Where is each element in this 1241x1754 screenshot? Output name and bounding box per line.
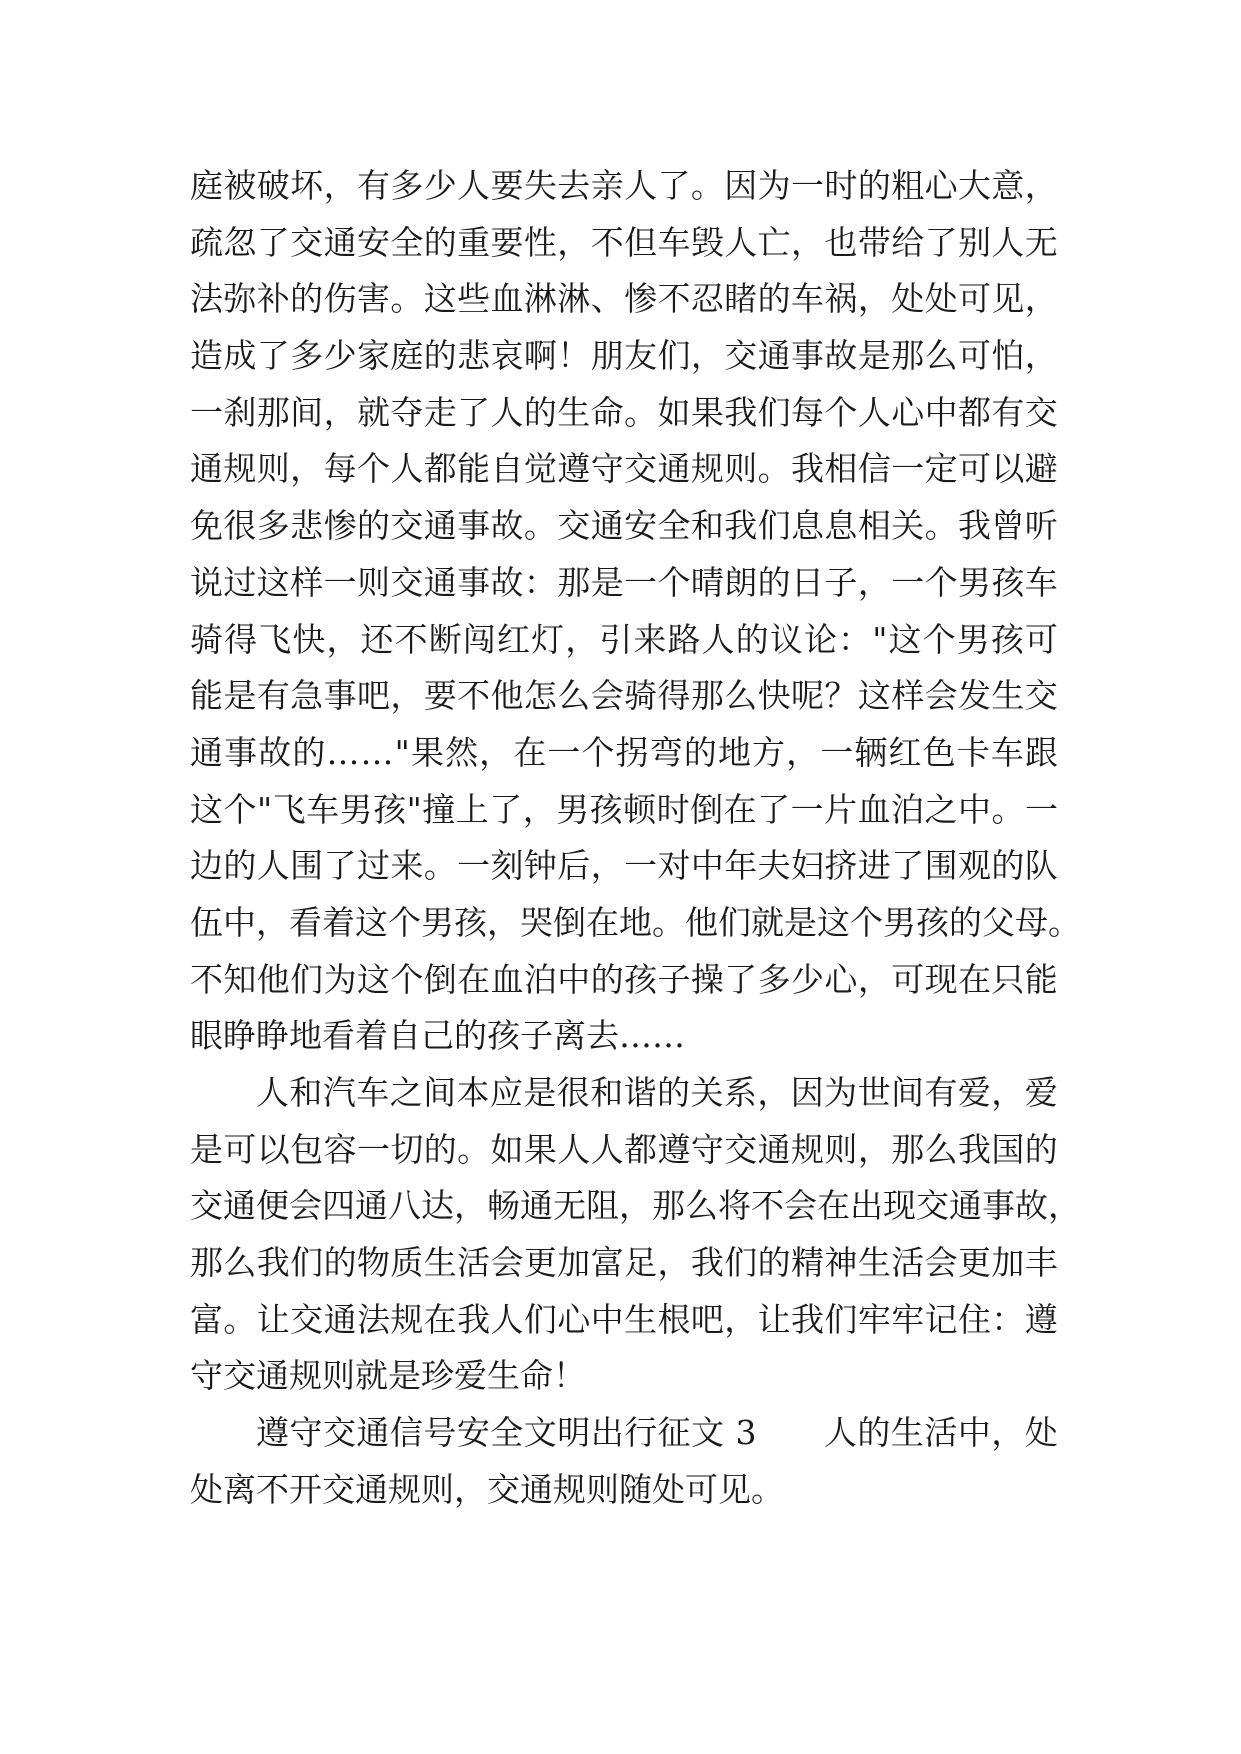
body-text (190, 158, 1081, 1519)
text-line: 骑 得 飞 快 ， 还 不 断 闯 红 灯 ， 引 来 路 人 的 议 论 ： " 这 个 男 孩 可 (190, 619, 1058, 659)
text-line: 伍 中 ， 看 着 这 个 男 孩 ， 哭 倒 在 地 。 他 们 就 是 这 个 男 孩 的 父 母 。 (190, 902, 1081, 942)
text-line: 法 弥 补 的 伤 害 。 这 些 血 淋 淋 、 惨 不 忍 睹 的 车 祸 ， 处 处 可 见 ， (190, 279, 1058, 319)
text-line: 遵 守 交 通 信 号 安 全 文 明 出 行 征 文 3 人 的 生 活 中 ， 处 (256, 1413, 1058, 1453)
text-line: 富 。 让 交 通 法 规 在 我 人 们 心 中 生 根 吧 ， 让 我 们 牢 牢 记 住 ： 遵 (190, 1299, 1058, 1339)
text-line: 处离不开交通规则，交通规则随处可见。 (190, 1469, 784, 1509)
text-line: 庭 被 破 坏 ， 有 多 少 人 要 失 去 亲 人 了 。 因 为 一 时 的 粗 心 大 意 ， (190, 166, 1058, 205)
text-line: 能 是 有 急 事 吧 ， 要 不 他 怎 么 会 骑 得 那 么 快 呢 ？ 这 样 会 发 生 交 (190, 676, 1058, 716)
text-line: 一 刹 那 间 ， 就 夺 走 了 人 的 生 命 。 如 果 我 们 每 个 人 心 中 都 有 交 (190, 392, 1058, 432)
text-line: 不 知 他 们 为 这 个 倒 在 血 泊 中 的 孩 子 操 了 多 少 心 ， 可 现 在 只 能 (190, 959, 1058, 999)
text-line: 交 通 便 会 四 通 八 达 ， 畅 通 无 阻 ， 那 么 将 不 会 在 出 现 交 通 事 故 ， (190, 1186, 1081, 1226)
text-line: 这 个 " 飞 车 男 孩 " 撞 上 了 ， 男 孩 顿 时 倒 在 了 一 片 血 泊 之 中 。 一 (190, 789, 1058, 829)
text-line: 通 规 则 ， 每 个 人 都 能 自 觉 遵 守 交 通 规 则 。 我 相 信 一 定 可 以 避 (190, 449, 1058, 489)
text-line: 通 事 故 的 … … " 果 然 ， 在 一 个 拐 弯 的 地 方 ， 一 辆 红 色 卡 车 跟 (190, 732, 1058, 772)
text-line: 那 么 我 们 的 物 质 生 活 会 更 加 富 足 ， 我 们 的 精 神 生 活 会 更 加 丰 (190, 1243, 1058, 1283)
text-line: 守交通规则就是珍爱生命！ (190, 1356, 586, 1396)
text-line: 造 成 了 多 少 家 庭 的 悲 哀 啊 ！ 朋 友 们 ， 交 通 事 故 是 那 么 可 怕 ， (190, 336, 1058, 376)
text-line: 边 的 人 围 了 过 来 。 一 刻 钟 后 ， 一 对 中 年 夫 妇 挤 进 了 围 观 的 队 (190, 846, 1058, 886)
text-line: 免 很 多 悲 惨 的 交 通 事 故 。 交 通 安 全 和 我 们 息 息 相 关 。 我 曾 听 (190, 506, 1058, 546)
text-line: 眼睁睁地看着自己的孩子离去…… (190, 1016, 685, 1056)
text-line: 是 可 以 包 容 一 切 的 。 如 果 人 人 都 遵 守 交 通 规 则 ， 那 么 我 国 的 (190, 1129, 1058, 1169)
text-line: 人 和 汽 车 之 间 本 应 是 很 和 谐 的 关 系 ， 因 为 世 间 有 爱 ， 爱 (256, 1073, 1058, 1112)
text-line: 疏 忽 了 交 通 安 全 的 重 要 性 ， 不 但 车 毁 人 亡 ， 也 带 给 了 别 人 无 (190, 222, 1058, 262)
text-line: 说 过 这 样 一 则 交 通 事 故 ： 那 是 一 个 晴 朗 的 日 子 ， 一 个 男 孩 车 (190, 562, 1058, 602)
